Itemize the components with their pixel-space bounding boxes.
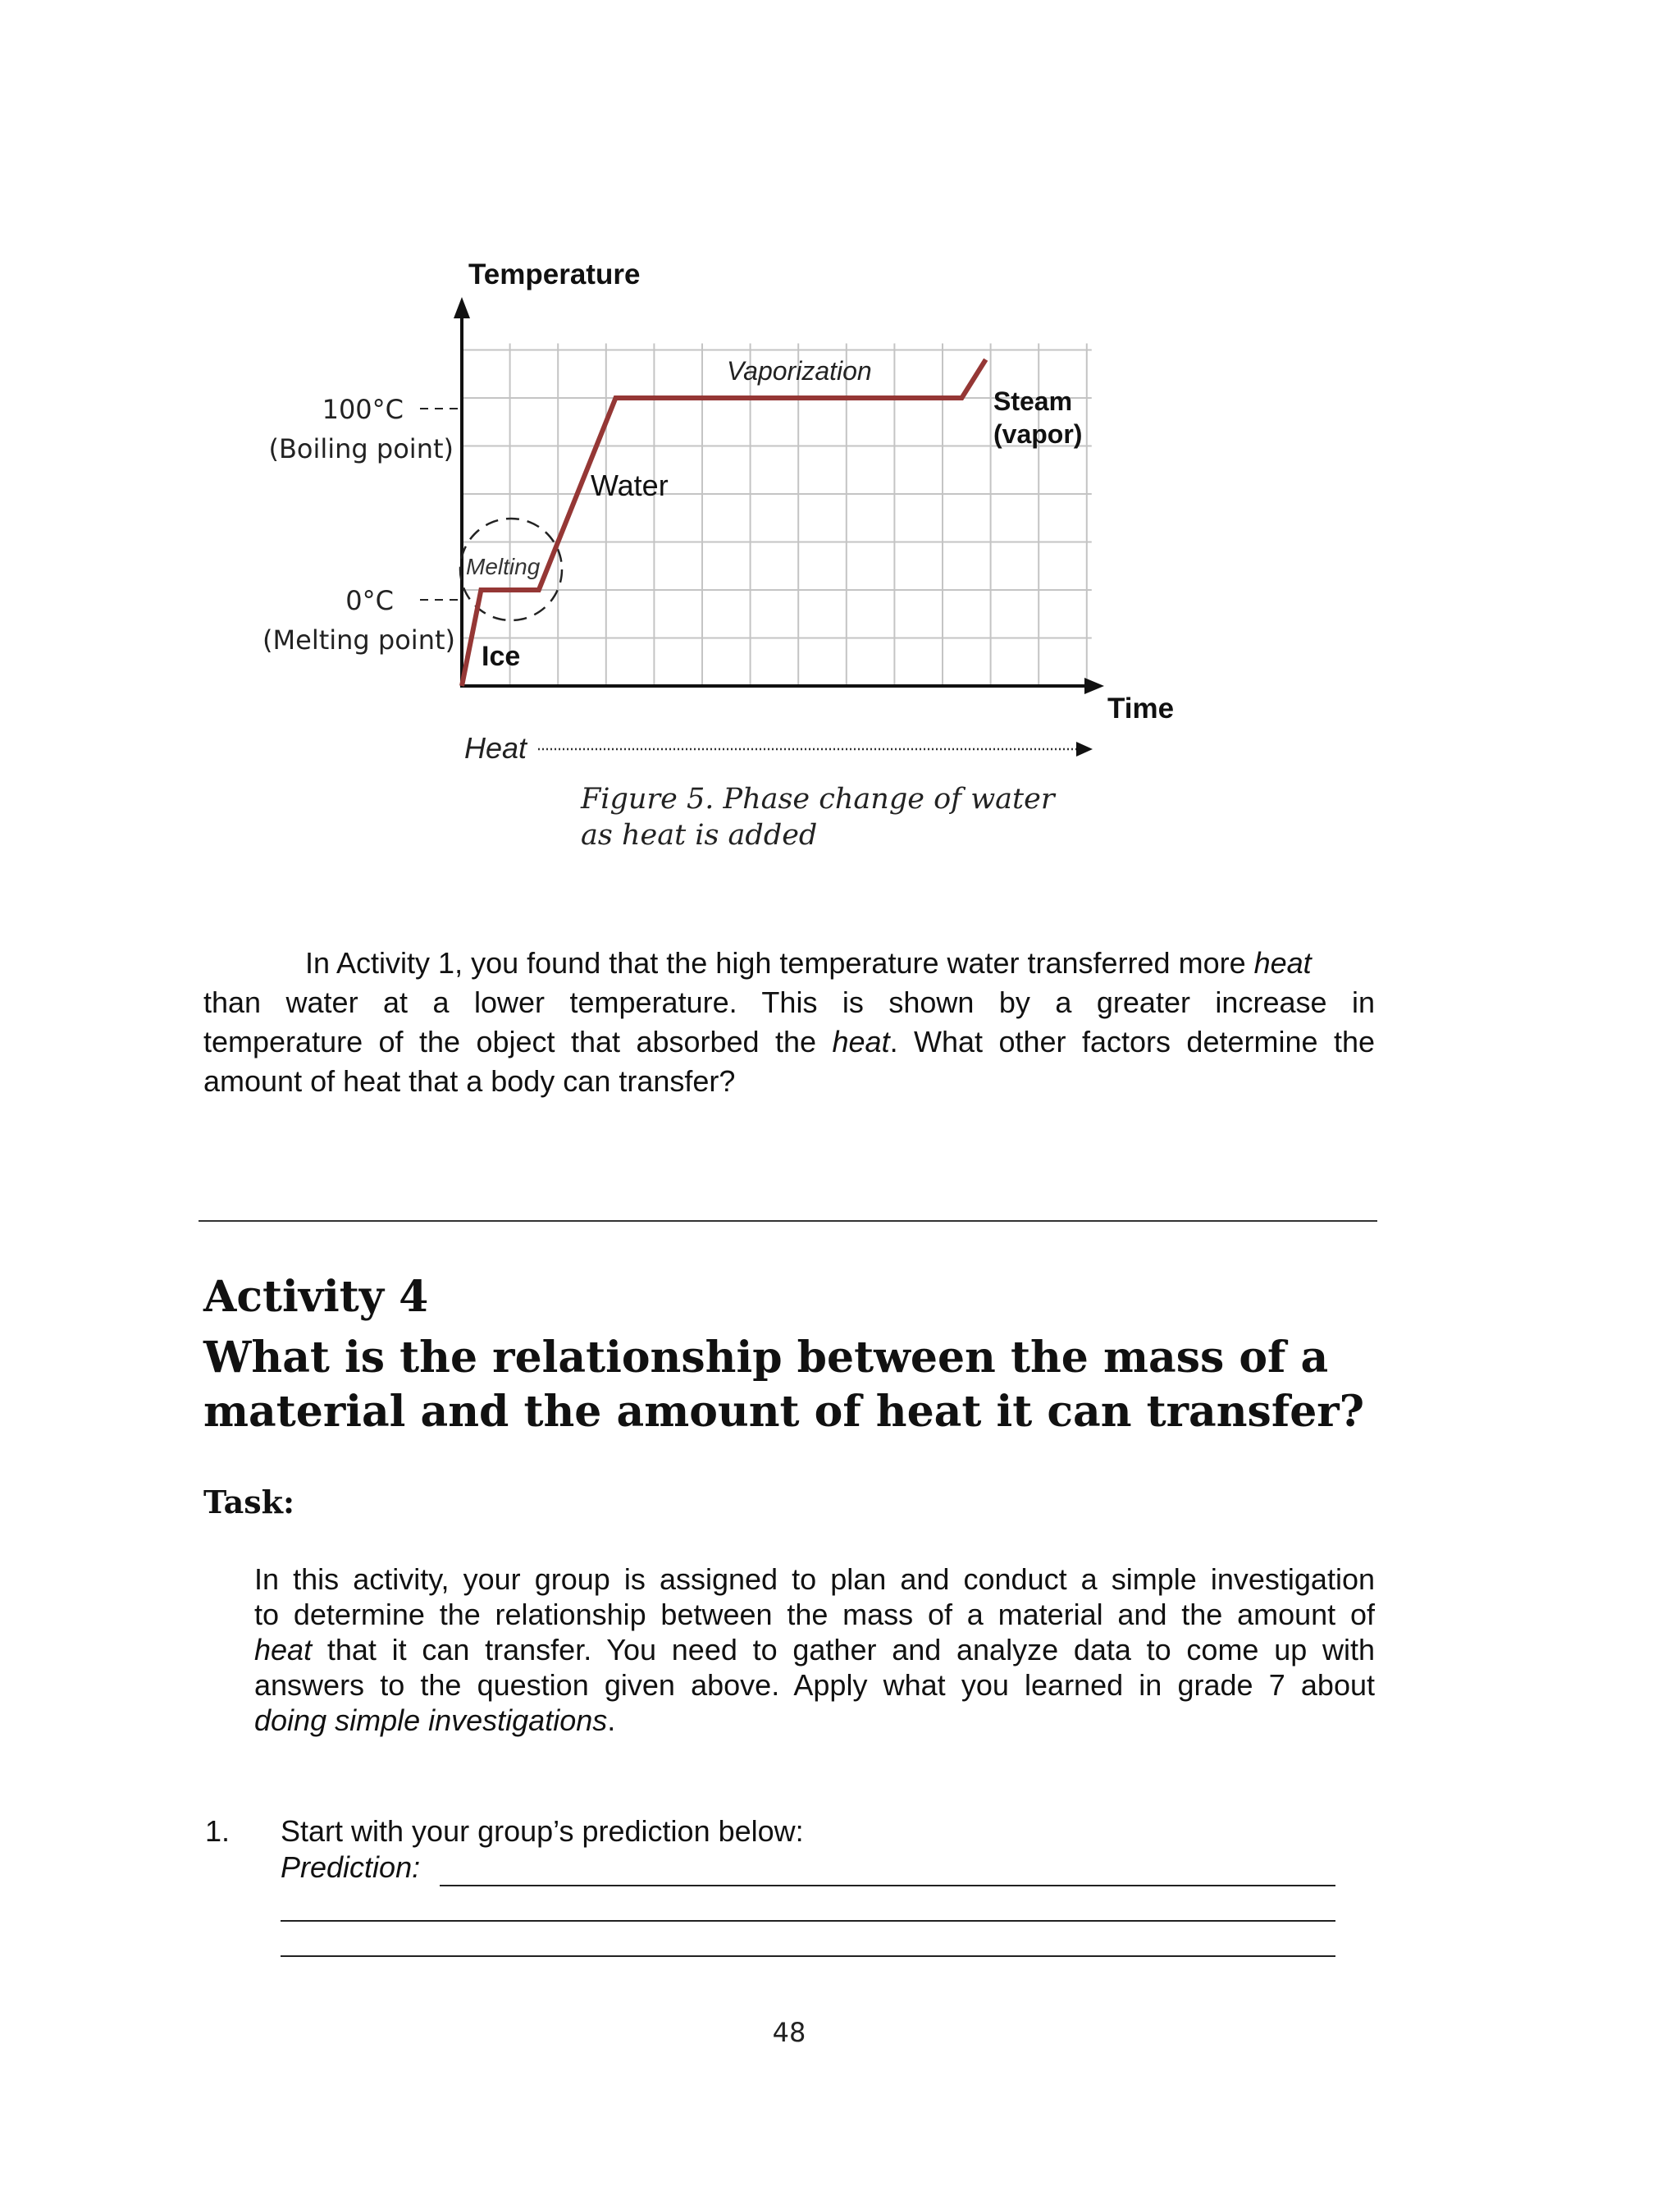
task-label: Task: [203, 1484, 295, 1520]
paragraph-line-1: In Activity 1, you found that the high temperature water transferred more heat [305, 946, 1312, 980]
list-number: 1. [205, 1814, 231, 1848]
boiling-tick-sublabel: (Boiling point) [268, 433, 454, 464]
prediction-line-3[interactable] [281, 1955, 1335, 1957]
section-divider [199, 1220, 1377, 1222]
paragraph-line-2: than water at a lower temperature. This is shown by a greater increase in [203, 985, 1375, 1019]
task-line-4: answers to the question given above. Apply what you learned in grade 7 about [254, 1668, 1375, 1702]
boiling-tick-label: 100°C [322, 394, 404, 425]
figure-caption-line1: Figure 5. Phase change of water [581, 783, 1055, 816]
task-line-2: to determine the relationship between the mass of a material and the amount of [254, 1598, 1375, 1631]
page-number: 48 [772, 2017, 806, 2048]
activity-question-line2: material and the amount of heat it can transfer? [203, 1387, 1365, 1437]
y-axis-arrowhead [454, 297, 470, 318]
activity-question-line1: What is the relationship between the mass of a [203, 1333, 1329, 1383]
vapor-annotation: (vapor) [993, 419, 1083, 449]
melting-tick-sublabel: (Melting point) [262, 624, 455, 656]
task-line-5: doing simple investigations. [254, 1703, 616, 1737]
task-line-1: In this activity, your group is assigned to plan and conduct a simple investigation [254, 1562, 1375, 1596]
heat-arrowhead [1076, 742, 1093, 757]
melting-tick-label: 0°C [345, 585, 394, 616]
heat-label: Heat [464, 731, 527, 765]
x-axis-arrowhead [1084, 678, 1104, 694]
task-paragraph [254, 1561, 1375, 1738]
task-line-3: heat that it can transfer. You need to gather and analyze data to come up with [254, 1633, 1375, 1667]
phase-change-chart [0, 0, 1680, 903]
melting-annotation: Melting [466, 554, 541, 579]
ice-annotation: Ice [482, 641, 521, 672]
figure-caption [581, 781, 1155, 853]
vaporization-annotation: Vaporization [727, 356, 872, 386]
intro-paragraph [203, 944, 1375, 1101]
water-annotation: Water [591, 469, 669, 502]
list-instruction: Start with your group’s prediction below: [281, 1814, 804, 1848]
figure-caption-line2: as heat is added [581, 819, 818, 852]
steam-annotation: Steam [993, 386, 1073, 416]
prediction-line-1[interactable] [440, 1885, 1335, 1886]
paragraph-line-3: temperature of the object that absorbed the heat. What other factors determine the [203, 1025, 1375, 1058]
temperature-curve [462, 359, 986, 686]
y-axis-label: Temperature [468, 258, 641, 290]
paragraph-line-4: amount of heat that a body can transfer? [203, 1064, 736, 1098]
x-axis-label: Time [1107, 693, 1175, 725]
prediction-line-2[interactable] [281, 1920, 1335, 1922]
prediction-label: Prediction: [281, 1850, 421, 1884]
activity-title: Activity 4 [203, 1272, 429, 1322]
